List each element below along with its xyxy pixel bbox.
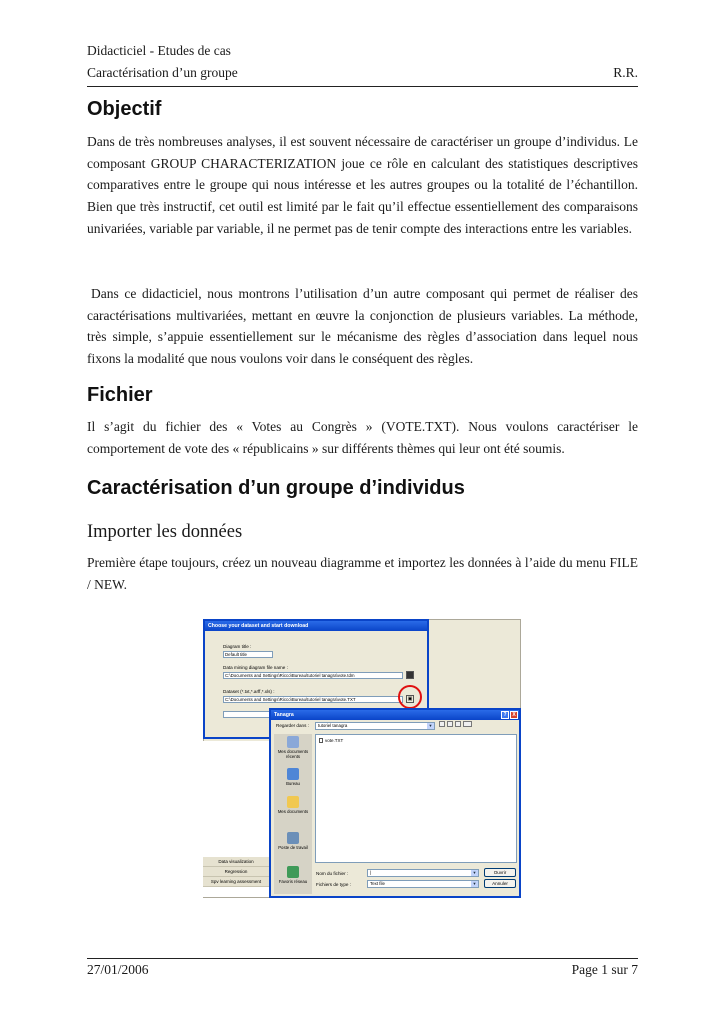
filetype-value: Text file <box>370 881 385 886</box>
place-recent-label: Mes documents récents <box>277 749 309 759</box>
open-file-dialog <box>269 708 521 898</box>
mining-file-label: Data mining diagram file name : <box>223 665 288 670</box>
filetype-select[interactable] <box>367 880 479 888</box>
place-computer-label: Poste de travail <box>278 845 308 850</box>
heading-fichier: Fichier <box>87 384 153 406</box>
open-button[interactable]: Ouvrir <box>484 868 516 877</box>
open-file-dialog-title-text: Tanagra <box>274 712 294 718</box>
help-button[interactable]: ? <box>501 711 509 719</box>
file-item-name: vote.TXT <box>325 738 344 743</box>
diagram-title-label: Diagram title : <box>223 644 252 649</box>
filetype-label: Fichiers de type : <box>316 882 351 887</box>
mining-file-field[interactable]: C:\Documents and Settings\Ricco\Bureau\tutoriel tanagra\vote.tdm <box>223 672 403 679</box>
place-network[interactable] <box>274 866 312 884</box>
heading-importer: Importer les données <box>87 522 243 542</box>
close-button[interactable]: X <box>510 711 518 719</box>
paragraph-objectif-1: Dans de très nombreuses analyses, il est souvent nécessaire de caractériser un groupe d’individus. Le composant GROUP CHARACTERIZATION joue ce rôle en calculant des statistiques descriptives comparatives entre le groupe qui nous intéresse et les autres groupes ou la totalité de l’échantillon. Bien que très instructif, cet outil est limité par le fait qu’il effectue essentiellement des comparaisons univariées, variable par variable, il ne permet pas de tenir compte des interactions entre les variables. <box>87 134 638 236</box>
filename-input[interactable] <box>367 869 479 877</box>
dataset-dialog-title: Choose your dataset and start download <box>205 621 427 631</box>
recent-documents-icon <box>287 736 299 748</box>
progress-field <box>223 711 273 718</box>
dataset-label: Dataset (*.txt,*.arff,*.xls) : <box>223 689 275 694</box>
look-in-value: tutoriel tanagra <box>318 723 348 728</box>
place-my-documents-label: Mes documents <box>277 809 309 814</box>
link-data-visualization[interactable]: Data visualization <box>203 857 269 867</box>
place-desktop[interactable] <box>274 768 312 786</box>
open-file-dialog-title <box>271 710 519 720</box>
file-item[interactable] <box>319 738 343 743</box>
diagram-title-field[interactable]: Default title <box>223 651 273 658</box>
network-icon <box>287 866 299 878</box>
footer-page-number: Page 1 sur 7 <box>571 962 638 977</box>
heading-caracterisation: Caractérisation d’un groupe d’individus <box>87 477 465 499</box>
header-title: Didacticiel - Etudes de cas <box>87 43 231 58</box>
file-list[interactable] <box>315 734 517 863</box>
view-menu-icon[interactable] <box>463 721 472 727</box>
link-regression[interactable]: Regression <box>203 867 269 877</box>
open-folder-icon[interactable]: ▣ <box>407 696 413 702</box>
my-documents-icon <box>287 796 299 808</box>
paragraph-fichier: Il s’agit du fichier des « Votes au Congrès » (VOTE.TXT). Nous voulons caractériser le comportement de vote des « républicains » sur différents thèmes qui leur ont été soumis. <box>87 419 638 456</box>
heading-objectif: Objectif <box>87 98 162 120</box>
place-network-label: Favoris réseau <box>278 879 308 884</box>
footer-date: 27/01/2006 <box>87 962 149 977</box>
text-file-icon <box>319 738 323 743</box>
place-computer[interactable] <box>274 832 312 850</box>
header-subtitle: Caractérisation d’un groupe <box>87 65 238 80</box>
place-recent[interactable] <box>274 736 312 759</box>
desktop-icon <box>287 768 299 780</box>
new-folder-icon[interactable] <box>455 721 461 727</box>
filename-label: Nom du fichier : <box>316 871 349 876</box>
screenshot-figure <box>203 619 521 898</box>
dataset-field[interactable]: C:\Documents and Settings\Ricco\Bureau\tutoriel tanagra\vote.TXT <box>223 696 403 703</box>
save-icon[interactable] <box>406 671 414 679</box>
place-my-documents[interactable] <box>274 796 312 814</box>
header-author: R.R. <box>613 65 638 80</box>
paragraph-objectif-2: Dans ce didacticiel, nous montrons l’utilisation d’un autre composant qui permet de réaliser des caractérisations multivariées, mettant en œuvre la conjonction de plusieurs variables. La méthode, très simple, s’appuie essentiellement sur le mécanisme des règles d’association dans lequel nous fixons la modalité que nous voulons voir dans le conséquent des règles. <box>87 286 638 367</box>
filename-value: | <box>370 870 372 875</box>
paragraph-importer: Première étape toujours, créez un nouveau diagramme et importez les données à l’aide du menu FILE / NEW. <box>87 555 638 592</box>
highlight-circle <box>398 685 422 709</box>
cancel-button[interactable]: Annuler <box>484 879 516 888</box>
computer-icon <box>287 832 299 844</box>
places-bar <box>274 734 312 894</box>
chevron-down-icon: ▼ <box>428 723 433 728</box>
back-icon[interactable] <box>439 721 445 727</box>
page-header <box>87 40 638 87</box>
chevron-down-icon: ▼ <box>472 881 477 886</box>
up-folder-icon[interactable] <box>447 721 453 727</box>
link-spv-learning[interactable]: Spv learning assessment <box>203 877 269 887</box>
chevron-down-icon: ▼ <box>472 870 477 875</box>
look-in-label: Regarder dans : <box>276 723 309 728</box>
place-desktop-label: Bureau <box>286 781 300 786</box>
page-footer <box>87 958 638 978</box>
look-in-combo[interactable] <box>315 722 435 730</box>
component-links <box>203 857 269 887</box>
